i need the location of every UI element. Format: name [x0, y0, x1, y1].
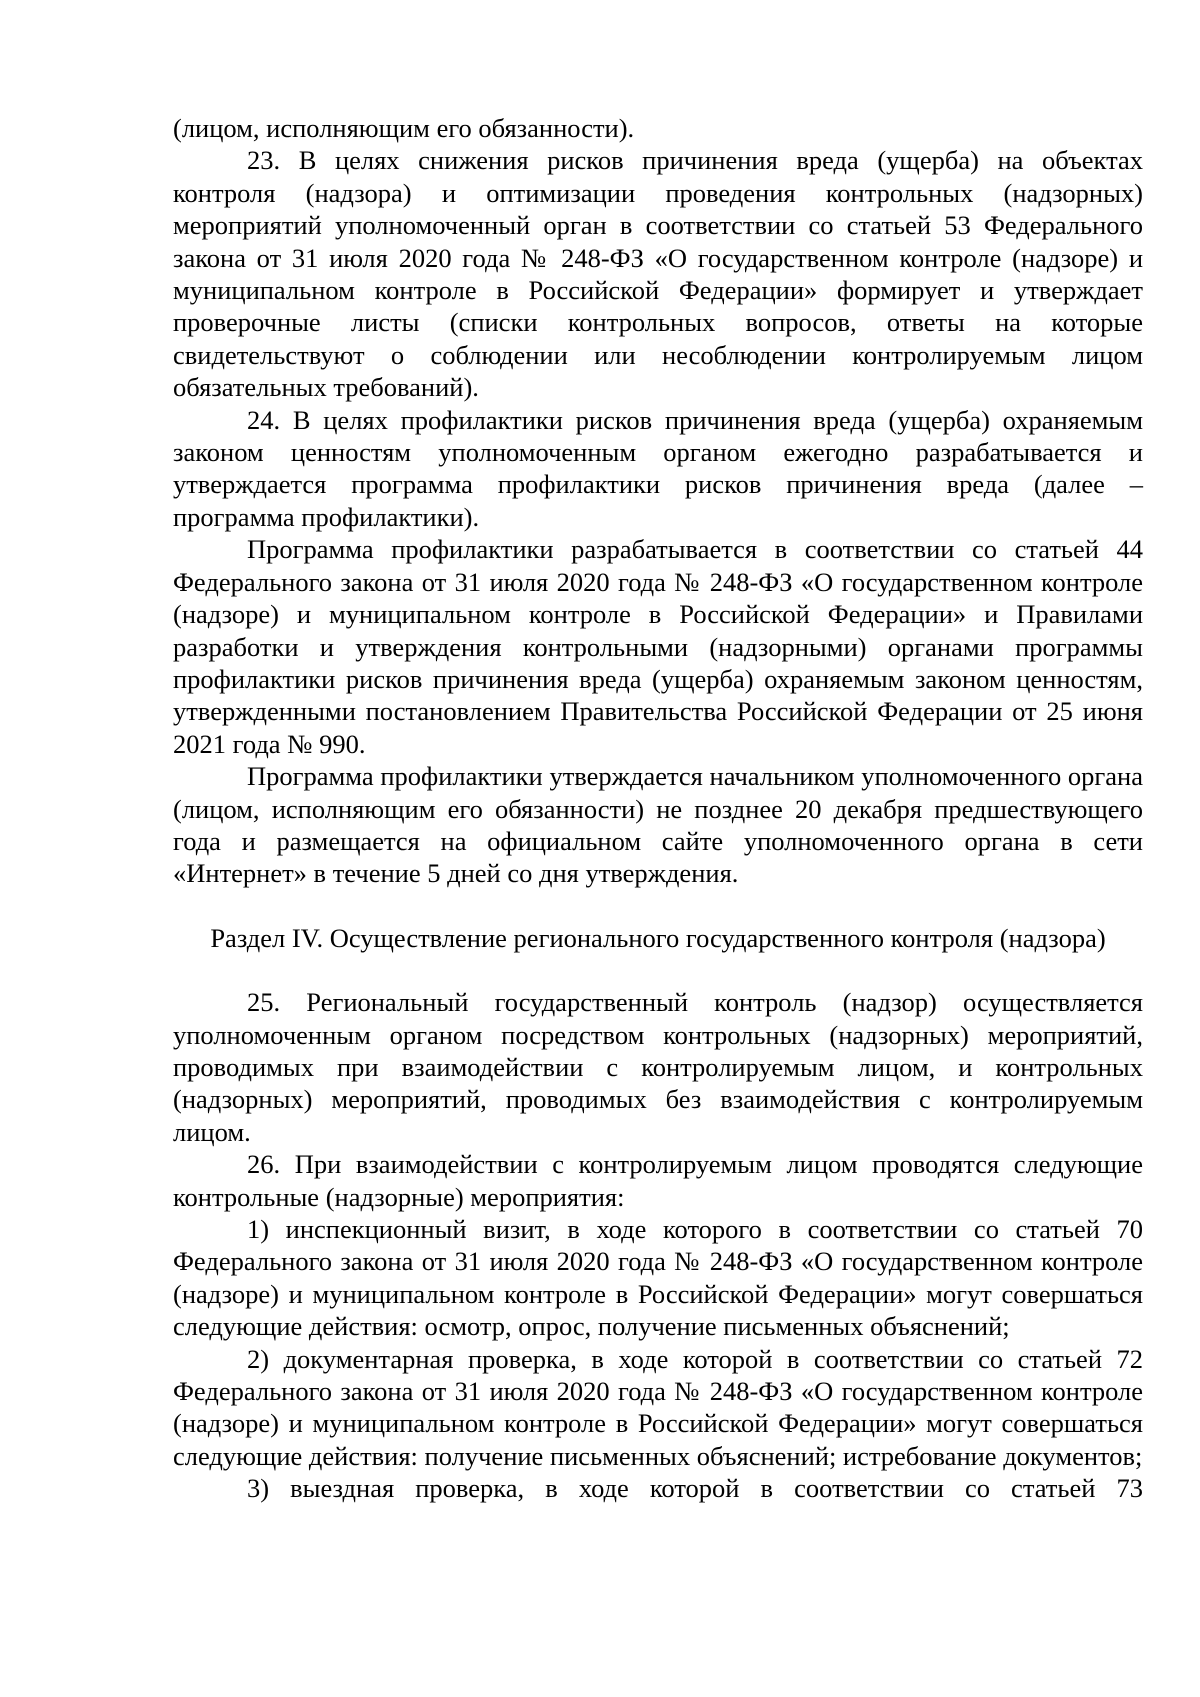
paragraph-23: 23. В целях снижения рисков причинения вреда (ущерба) на объектах контроля (надзора) и оптимизации проведения контрольных (надзорных) мероприятий уполномоченный орган в соответствии со статьей 53 Федерального закона от 31 июля 2020 года № 248-ФЗ «О государственном контроле (надзоре) и муниципальном контроле в Российской Федерации» формирует и утверждает проверочные листы (списки контрольных вопросов, ответы на которые свидетельствуют о соблюдении или несоблюдении контролируемым лицом обязательных требований).	[173, 145, 1143, 403]
list-item-1: 1) инспекционный визит, в ходе которого в соответствии со статьей 70 Федерального закона от 31 июля 2020 года № 248-ФЗ «О государственном контроле (надзоре) и муниципальном контроле в Российской Федерации» могут совершаться следующие действия: осмотр, опрос, получение письменных объяснений;	[173, 1214, 1143, 1342]
list-item-3: 3) выездная проверка, в ходе которой в соответствии со статьей 73	[247, 1473, 1143, 1504]
paragraph-program-development: Программа профилактики разрабатывается в соответствии со статьей 44 Федерального закона от 31 июля 2020 года № 248-ФЗ «О государственном контроле (надзоре) и муниципальном контроле в Российской Федерации» и Правилами разработки и утверждения контрольными (надзорными) органами программы профилактики рисков причинения вреда (ущерба) охраняемым законом ценностям, утвержденными постановлением Правительства Российской Федерации от 25 июня 2021 года № 990.	[173, 534, 1143, 759]
paragraph-24: 24. В целях профилактики рисков причинения вреда (ущерба) охраняемым законом ценностям уполномоченным органом ежегодно разрабатывается и утверждается программа профилактики рисков причинения вреда (далее – программа профилактики).	[173, 404, 1143, 532]
section-heading: Раздел IV. Осуществление регионального государственного контроля (надзора)	[210, 922, 1106, 953]
paragraph-26: 26. При взаимодействии с контролируемым лицом проводятся следующие контрольные (надзорные) мероприятия:	[173, 1149, 1143, 1212]
document-body	[173, 112, 1143, 1505]
paragraph-program-approval: Программа профилактики утверждается начальником уполномоченного органа (лицом, исполняющим его обязанности) не позднее 20 декабря предшествующего года и размещается на официальном сайте уполномоченного органа в сети «Интернет» в течение 5 дней со дня утверждения.	[173, 761, 1143, 889]
paragraph-continuation: (лицом, исполняющим его обязанности).	[173, 113, 635, 143]
list-item-2: 2) документарная проверка, в ходе которой в соответствии со статьей 72 Федерального закона от 31 июля 2020 года № 248-ФЗ «О государственном контроле (надзоре) и муниципальном контроле в Российской Федерации» могут совершаться следующие действия: получение письменных объяснений; истребование документов;	[173, 1343, 1143, 1471]
paragraph-25: 25. Региональный государственный контроль (надзор) осуществляется уполномоченным органом посредством контрольных (надзорных) мероприятий, проводимых при взаимодействии с контролируемым лицом, и контрольных (надзорных) мероприятий, проводимых без взаимодействия с контролируемым лицом.	[173, 987, 1143, 1147]
